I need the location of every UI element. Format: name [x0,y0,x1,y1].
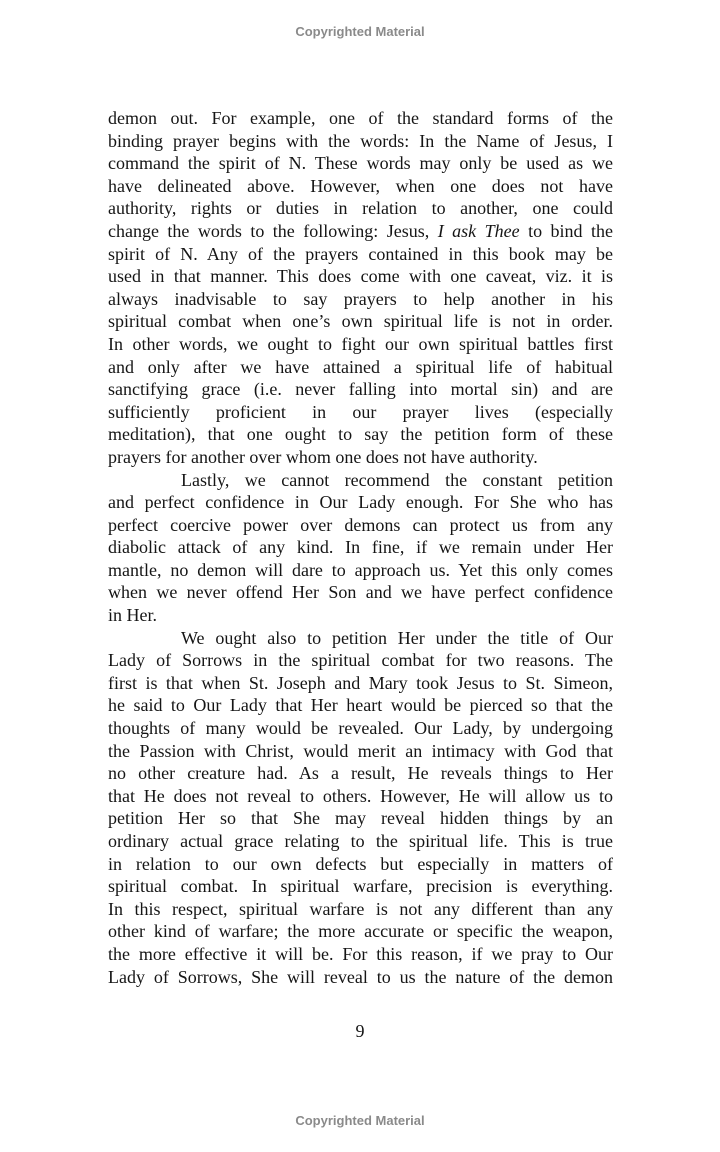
page-body-text [108,107,613,988]
text-line: in relation to our own defects but especially in matters of [108,853,613,874]
text-line: demon out. For example, one of the standard forms of the [108,108,613,128]
text-line: diabolic attack of any kind. In fine, if we remain under Her [108,537,613,558]
text-line: and only after we have attained a spiritual life of habitual [108,356,613,377]
text-line: binding prayer begins with the words: In the Name of Jesus, I [108,130,613,151]
text-line: sanctifying grace (i.e. never falling into mortal sin) and are [108,379,613,400]
text-line: when we never offend Her Son and we have perfect confidence [108,582,613,603]
text-line: Lady of Sorrows in the spiritual combat for two reasons. The [108,650,613,671]
text-line: perfect coercive power over demons can protect us from any [108,514,613,535]
text-line: In other words, we ought to fight our own spiritual battles first [108,333,613,354]
text-line: first is that when St. Joseph and Mary took Jesus to St. Simeon, [108,672,613,693]
text-line: spiritual combat when one’s own spiritual life is not in order. [108,311,613,332]
text-line: In this respect, spiritual warfare is not any different than any [108,898,613,919]
text-line: mantle, no demon will dare to approach us. Yet this only comes [108,559,613,580]
copyright-header: Copyrighted Material [295,24,425,39]
text-line: other kind of warfare; the more accurate or specific the weapon, [108,921,613,942]
text-line: spirit of N. Any of the prayers contained in this book may be [108,243,613,264]
text-line: that He does not reveal to others. However, He will allow us to [108,785,613,806]
text-line: no other creature had. As a result, He reveals things to Her [108,763,613,784]
text-line: have delineated above. However, when one does not have [108,175,613,196]
text-line: Lady of Sorrows, She will reveal to us the nature of the demon [108,966,613,987]
italic-text: I ask Thee [437,220,520,241]
text-line: and perfect confidence in Our Lady enough. For She who has [108,492,613,513]
page-number: 9 [355,1021,365,1041]
text-line: spiritual combat. In spiritual warfare, precision is everything. [108,876,613,897]
text-line: Lastly, we cannot recommend the constant petition [181,469,613,490]
text-line: command the spirit of N. These words may only be used as we [108,153,613,174]
copyright-footer: Copyrighted Material [295,1113,425,1128]
text-line: change the words to the following: Jesus, I ask Thee to bind the [108,220,613,241]
text-line: prayers for another over whom one does not have authority. [108,446,538,467]
text-line: meditation), that one ought to say the petition form of these [108,424,613,445]
text-line: petition Her so that She may reveal hidden things by an [108,808,613,829]
text-line: the more effective it will be. For this reason, if we pray to Our [108,943,613,964]
text-line: We ought also to petition Her under the title of Our [181,627,613,648]
text-line: sufficiently proficient in our prayer lives (especially [108,401,613,422]
text-line: in Her. [108,605,157,626]
paragraph [108,627,613,989]
text-line: authority, rights or duties in relation to another, one could [108,198,613,219]
text-line: the Passion with Christ, would merit an intimacy with God that [108,740,613,761]
text-line: always inadvisable to say prayers to help another in his [108,288,613,309]
text-line: he said to Our Lady that Her heart would be pierced so that the [108,695,613,716]
paragraph [108,107,613,469]
paragraph [108,469,613,627]
text-line: used in that manner. This does come with one caveat, viz. it is [108,266,613,287]
text-line: thoughts of many would be revealed. Our Lady, by undergoing [108,718,613,739]
text-line: ordinary actual grace relating to the spiritual life. This is true [108,831,613,851]
